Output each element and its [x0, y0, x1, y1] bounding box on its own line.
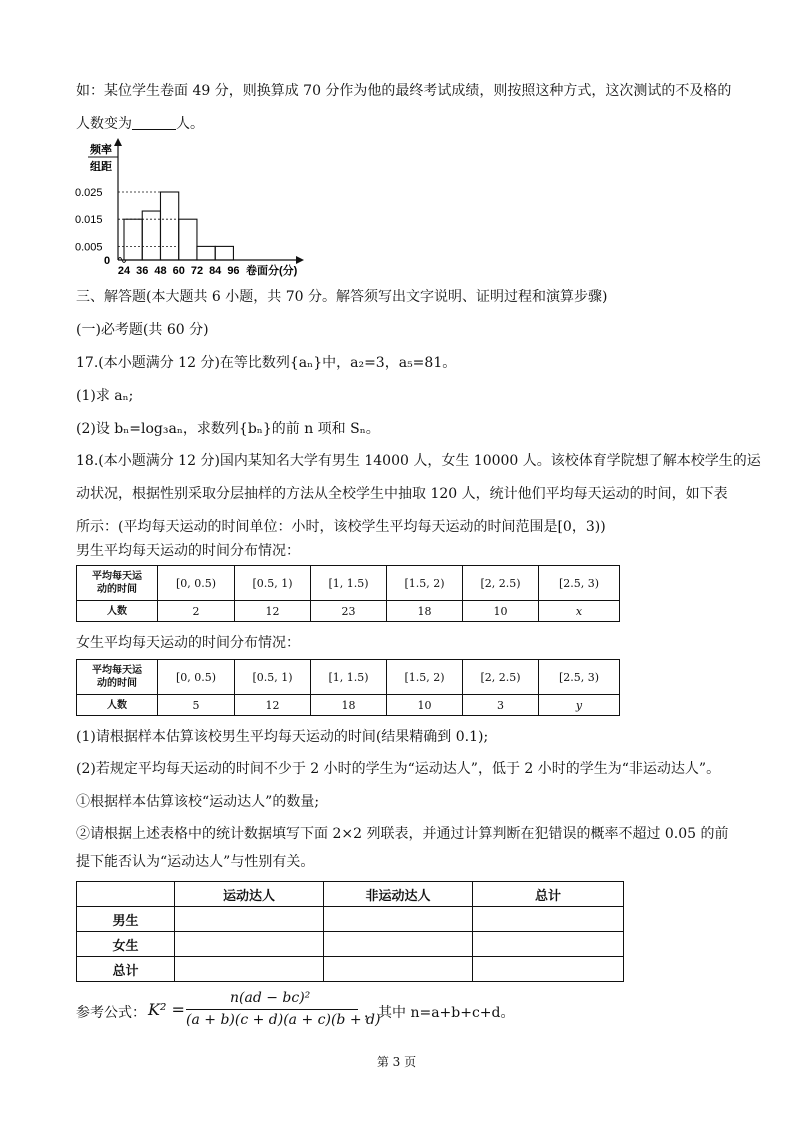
q18-stem-3: 所示：(平均每天运动的时间单位：小时，该校学生平均每天运动的时间范围是[0，3)): [76, 519, 606, 535]
contingency-blank-cell: [473, 907, 624, 932]
count-cell: 12: [235, 601, 311, 622]
contingency-col-header: 总计: [473, 882, 624, 907]
x-tick-label: 24: [117, 265, 131, 277]
interval-cell: [2.5, 3): [539, 660, 620, 695]
count-cell: 18: [311, 695, 387, 716]
q17-part1: (1)求 aₙ;: [76, 388, 134, 404]
contingency-blank-cell: [324, 932, 473, 957]
q18-part2-1: ①根据样本估算该校“运动达人”的数量;: [76, 794, 320, 810]
x-tick-label: 36: [136, 265, 149, 277]
header-line-2: 动的时间: [97, 678, 137, 689]
formula-fraction-bar: [186, 1009, 358, 1010]
interval-cell: [1.5, 2): [387, 566, 463, 601]
histogram-bar: [179, 219, 197, 260]
histogram-xlabel: 卷面分(分): [246, 265, 298, 277]
table-row: [77, 695, 620, 716]
contingency-col-header: 非运动达人: [324, 882, 473, 907]
q18-stem-1: 18.(本小题满分 12 分)国内某知名大学有男生 14000 人，女生 10000 人。该校体育学院想了解本校学生的运: [76, 453, 761, 469]
interval-cell: [0, 0.5): [158, 660, 235, 695]
count-cell: 5: [158, 695, 235, 716]
formula-numerator: n(ad − bc)²: [230, 990, 311, 1006]
x-tick-label: 96: [227, 265, 240, 277]
header-line-1: 平均每天运: [92, 665, 142, 676]
interval-cell: [1.5, 2): [387, 660, 463, 695]
formula-denominator: (a + b)(c + d)(a + c)(b + d): [186, 1012, 381, 1028]
male-table-title: 男生平均每天运动的时间分布情况：: [76, 543, 300, 559]
x-axis-arrow: [296, 256, 304, 264]
interval-cell: [2.5, 3): [539, 566, 620, 601]
contingency-row-header: 女生: [77, 932, 175, 957]
table-row: [77, 882, 624, 907]
header-line-2: 动的时间: [97, 584, 137, 595]
count-cell: 23: [311, 601, 387, 622]
x-tick-label: 72: [190, 265, 204, 277]
male-table-header-cell: [77, 566, 158, 601]
answer-blank: [132, 115, 176, 130]
count-cell: x: [539, 601, 620, 622]
count-cell: y: [539, 695, 620, 716]
formula-prefix: 参考公式：: [76, 1005, 146, 1021]
formula-k2: K² =: [148, 1000, 185, 1019]
contingency-col-header: 运动达人: [175, 882, 324, 907]
intro-line-1: 如：某位学生卷面 49 分，则换算成 70 分作为他的最终考试成绩，则按照这种方式，这次测试的不及格的: [76, 83, 732, 99]
count-cell: 12: [235, 695, 311, 716]
female-time-table: [76, 659, 620, 716]
section3-subtitle: (一)必考题(共 60 分): [76, 322, 209, 338]
contingency-table: [76, 881, 624, 982]
table-row: [77, 601, 620, 622]
table-row: [77, 957, 624, 982]
contingency-blank-cell: [324, 957, 473, 982]
table-row: [77, 907, 624, 932]
page-number: 第 3 页: [376, 1055, 417, 1069]
contingency-blank-cell: [473, 957, 624, 982]
contingency-blank-cell: [175, 957, 324, 982]
contingency-blank-cell: [175, 907, 324, 932]
intro-line-2-after: 人。: [176, 116, 204, 132]
interval-cell: [1, 1.5): [311, 566, 387, 601]
count-label-cell: 人数: [77, 601, 158, 622]
q18-part2-2-line2: 提下能否认为“运动达人”与性别有关。: [76, 854, 315, 870]
formula-suffix: ，其中 n=a+b+c+d。: [364, 1005, 515, 1021]
count-cell: 18: [387, 601, 463, 622]
histogram-ylabel-bottom: 组距: [90, 161, 112, 173]
x-tick-label: 48: [154, 265, 167, 277]
q18-part2: (2)若规定平均每天运动的时间不少于 2 小时的学生为“运动达人”，低于 2 小时的学生为“非运动达人”。: [76, 761, 721, 777]
count-cell: 2: [158, 601, 235, 622]
q18-stem-2: 动状况，根据性别采取分层抽样的方法从全校学生中抽取 120 人，统计他们平均每天运动的时间，如下表: [76, 486, 728, 502]
y-tick-label: 0.005: [75, 241, 103, 254]
contingency-blank-cell: [324, 907, 473, 932]
header-line-1: 平均每天运: [92, 571, 142, 582]
y-axis-arrow: [114, 138, 122, 146]
histogram-ticks: [75, 187, 240, 277]
contingency-corner-cell: [77, 882, 175, 907]
q18-part2-2-line1: ②请根据上述表格中的统计数据填写下面 2×2 列联表，并通过计算判断在犯错误的概率不超过 0.05 的前: [76, 826, 729, 842]
q18-part1: (1)请根据样本估算该校男生平均每天运动的时间(结果精确到 0.1);: [76, 729, 489, 745]
count-cell: 10: [387, 695, 463, 716]
histogram-marks: [114, 138, 304, 264]
table-row: [77, 932, 624, 957]
contingency-row-header: 总计: [77, 957, 175, 982]
female-table-title: 女生平均每天运动的时间分布情况：: [76, 635, 300, 651]
histogram-bar: [142, 211, 160, 260]
histogram-bar: [197, 246, 215, 260]
x-tick-label: 60: [172, 265, 185, 277]
interval-cell: [1, 1.5): [311, 660, 387, 695]
interval-cell: [2, 2.5): [463, 566, 539, 601]
y-tick-label: 0.015: [75, 214, 103, 227]
count-label-cell: 人数: [77, 695, 158, 716]
q17-stem: 17.(本小题满分 12 分)在等比数列{aₙ}中，a₂=3，a₅=81。: [76, 355, 457, 371]
histogram-ylabel-top: 频率: [90, 144, 112, 156]
interval-cell: [0.5, 1): [235, 660, 311, 695]
table-row: [77, 660, 620, 695]
intro-line-2: [76, 114, 204, 134]
q17-part2: (2)设 bₙ=log₃aₙ，求数列{bₙ}的前 n 项和 Sₙ。: [76, 421, 380, 437]
table-row: [77, 566, 620, 601]
histogram-chart: [74, 136, 314, 282]
interval-cell: [0, 0.5): [158, 566, 235, 601]
y-tick-label: 0.025: [75, 187, 103, 199]
count-cell: 10: [463, 601, 539, 622]
female-table-header-cell: [77, 660, 158, 695]
histogram-bar: [160, 192, 178, 260]
x-tick-label: 84: [209, 265, 222, 277]
count-cell: 3: [463, 695, 539, 716]
origin-label: 0: [104, 255, 111, 267]
interval-cell: [2, 2.5): [463, 660, 539, 695]
contingency-row-header: 男生: [77, 907, 175, 932]
interval-cell: [0.5, 1): [235, 566, 311, 601]
contingency-blank-cell: [473, 932, 624, 957]
histogram-bar: [124, 219, 142, 260]
reference-formula: [76, 990, 636, 1030]
male-time-table: [76, 565, 620, 622]
intro-line-2-before: 人数变为: [76, 116, 132, 132]
section3-title: 三、解答题(本大题共 6 小题，共 70 分。解答须写出文字说明、证明过程和演算步骤): [76, 289, 608, 305]
contingency-blank-cell: [175, 932, 324, 957]
histogram-bar: [215, 246, 233, 260]
